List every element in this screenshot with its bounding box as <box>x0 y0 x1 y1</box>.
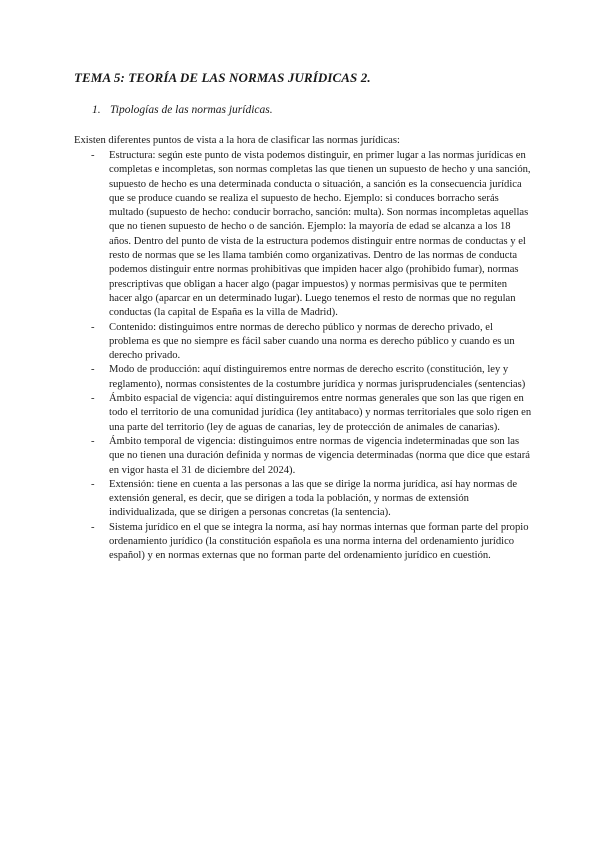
typology-list <box>74 149 532 564</box>
bullet-dash: - <box>91 521 95 533</box>
list-item <box>74 478 532 521</box>
intro-paragraph: Existen diferentes puntos de vista a la hora de clasificar las normas jurídicas: <box>74 135 400 146</box>
list-item <box>74 435 532 478</box>
list-item-text: Sistema jurídico en el que se integra la norma, así hay normas internas que forman parte del propio ordenamiento jurídico (la constitución española es una norma interna del ordenamiento jurídico español) y en normas externas que no forman parte del ordenamiento jurídico en cuestión. <box>109 521 529 562</box>
list-item-text: Extensión: tiene en cuenta a las personas a las que se dirige la norma jurídica, así hay normas de extensión general, es decir, que se dirigen a toda la población, y normas de extensión individualizada, que se dirigen a personas concretas (la sentencia). <box>109 478 518 519</box>
list-item-text: Estructura: según este punto de vista podemos distinguir, en primer lugar a las normas jurídicas en completas e incompletas, son normas completas las que tienen un supuesto de hecho y una sanción, supuesto de hecho es una determinada conducta o situación, a sanción es la consecuencia jurídica que se produce cuando se realiza el supuesto de hecho. Ejemplo: si conduces borracho serás multado (supuesto de hecho: conducir borracho, sanción: multa). Son normas incompletas aquellas que no tienen supuesto de hecho o de sanción. Ejemplo: la mayoría de edad se alcanza a los 18 años. Dentro del punto de vista de la estructura podemos distinguir entre normas de conductas y el resto de normas que se les llama también como organizativas. Dentro de las normas de conducta podemos distinguir entre normas prohibitivas que impiden hacer algo (prohibido fumar), normas prescriptivas que obligan a hacer algo (pagar impuestos) y normas permisivas que te permiten hacer algo (aparcar en un determinado lugar). Luego tenemos el resto de normas que no regulan conductas (la capital de España es la villa de Madrid). <box>109 150 531 319</box>
section-number: 1. <box>92 104 101 116</box>
list-item <box>74 392 532 435</box>
list-item <box>74 521 532 564</box>
bullet-dash: - <box>91 150 95 161</box>
bullet-dash: - <box>91 435 95 447</box>
list-item <box>74 149 532 321</box>
bullet-dash: - <box>91 478 95 490</box>
list-item-text: Ámbito temporal de vigencia: distinguimos entre normas de vigencia indeterminadas que son las que no tienen una duración definida y normas de vigencia determinadas (norma que dice que estará en vigor hasta el 31 de diciembre del 2024). <box>109 435 530 476</box>
bullet-dash: - <box>91 364 95 376</box>
list-item-text: Contenido: distinguimos entre normas de derecho público y normas de derecho privado, el problema es que no siempre es fácil saber cuando una norma es derecho público y cuando es un derecho privado. <box>109 321 515 362</box>
section-heading-text: Tipologías de las normas jurídicas. <box>110 104 273 116</box>
bullet-dash: - <box>91 321 95 333</box>
bullet-dash: - <box>91 393 95 405</box>
section-heading <box>92 104 273 116</box>
list-item-text: Ámbito espacial de vigencia: aquí distinguiremos entre normas generales que son las que rigen en todo el territorio de una comunidad jurídica (ley antitabaco) y normas territoriales que solo rigen en una parte del territorio (ley de aguas de canarias, ley de protección de animales de canarias). <box>109 393 532 433</box>
list-item <box>74 321 532 364</box>
list-item <box>74 363 532 392</box>
list-item-text: Modo de producción: aquí distinguiremos entre normas de derecho escrito (constitución, ley y reglamento), normas consistentes de la costumbre jurídica y normas jurisprudenciales (sentencias) <box>109 364 526 390</box>
document-title: TEMA 5: TEORÍA DE LAS NORMAS JURÍDICAS 2. <box>74 70 371 85</box>
